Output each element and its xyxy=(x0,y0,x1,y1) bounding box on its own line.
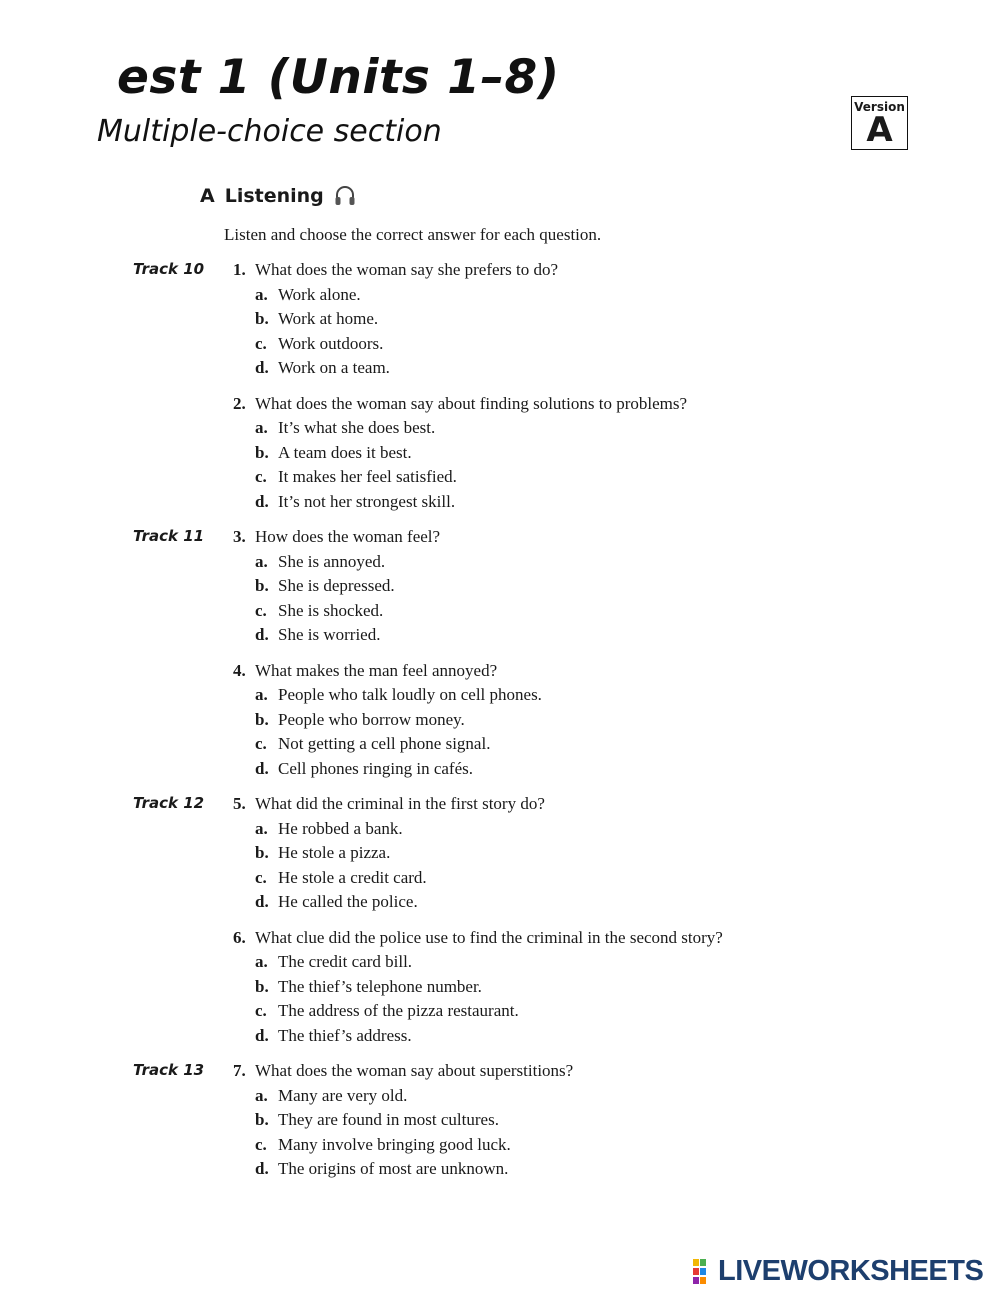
answer-option[interactable] xyxy=(0,574,1000,599)
answer-option[interactable] xyxy=(0,1024,1000,1049)
option-text: The thief’s telephone number. xyxy=(278,976,482,996)
option-text: The address of the pizza restaurant. xyxy=(278,1001,519,1020)
option-text: Many involve bringing good luck. xyxy=(278,1134,511,1154)
option-text: They are found in most cultures. xyxy=(278,1110,499,1129)
option-letter: c. xyxy=(255,333,267,353)
answer-option[interactable] xyxy=(0,1157,1000,1182)
option-text: It makes her feel satisfied. xyxy=(278,467,457,486)
option-letter: a. xyxy=(255,418,268,437)
answer-option[interactable] xyxy=(0,356,1000,381)
option-text: It’s not her strongest skill. xyxy=(278,491,456,511)
liveworksheets-logo xyxy=(693,1255,983,1288)
version-label: Version xyxy=(854,100,905,114)
headphones-icon xyxy=(333,184,357,208)
version-letter: A xyxy=(866,110,893,150)
question-number: 2. xyxy=(233,393,246,413)
question-line xyxy=(0,392,1000,417)
section-heading xyxy=(200,184,357,208)
question-list xyxy=(0,258,1000,1182)
answer-option[interactable] xyxy=(0,465,1000,490)
answer-option[interactable] xyxy=(0,490,1000,515)
answer-option[interactable] xyxy=(0,1108,1000,1133)
answer-option[interactable] xyxy=(0,623,1000,648)
question-text: What does the woman say about finding solutions to problems? xyxy=(255,393,688,413)
track-label: Track 10 xyxy=(133,260,205,278)
option-text: People who talk loudly on cell phones. xyxy=(278,685,542,704)
option-text: The origins of most are unknown. xyxy=(278,1159,509,1178)
option-text: Work alone. xyxy=(278,284,361,304)
option-letter: d. xyxy=(255,1159,269,1178)
answer-option[interactable] xyxy=(0,999,1000,1024)
question-text: What does the woman say she prefers to do? xyxy=(255,260,559,279)
question-item xyxy=(0,258,1000,381)
option-letter: c. xyxy=(255,600,267,620)
option-text: He robbed a bank. xyxy=(278,818,403,838)
page-subtitle: Multiple-choice section xyxy=(97,114,442,149)
question-item xyxy=(0,525,1000,648)
answer-option[interactable] xyxy=(0,1133,1000,1158)
question-text: What clue did the police use to find the criminal in the second story? xyxy=(255,927,723,947)
answer-option[interactable] xyxy=(0,757,1000,782)
option-letter: d. xyxy=(255,491,269,511)
question-item xyxy=(0,392,1000,515)
option-letter: b. xyxy=(255,442,269,462)
question-item xyxy=(0,792,1000,915)
question-line xyxy=(0,926,1000,951)
answer-option[interactable] xyxy=(0,732,1000,757)
track-label: Track 13 xyxy=(133,1061,205,1079)
option-letter: c. xyxy=(255,734,267,753)
option-letter: b. xyxy=(255,843,269,862)
option-letter: b. xyxy=(255,709,269,729)
page-title: est 1 (Units 1–8) xyxy=(117,50,560,105)
answer-option[interactable] xyxy=(0,1084,1000,1109)
option-text: The credit card bill. xyxy=(278,952,413,971)
option-text: People who borrow money. xyxy=(278,709,465,729)
option-text: Work at home. xyxy=(278,309,379,328)
answer-option[interactable] xyxy=(0,708,1000,733)
answer-option[interactable] xyxy=(0,599,1000,624)
option-letter: c. xyxy=(255,467,267,486)
option-text: Cell phones ringing in cafés. xyxy=(278,758,473,778)
option-text: Many are very old. xyxy=(278,1085,408,1105)
question-spacer xyxy=(0,648,1000,659)
question-item xyxy=(0,926,1000,1049)
version-badge xyxy=(851,96,908,150)
option-text: A team does it best. xyxy=(278,442,412,462)
option-text: She is annoyed. xyxy=(278,551,386,571)
question-number: 1. xyxy=(233,260,246,279)
option-text: He called the police. xyxy=(278,892,418,911)
option-letter: b. xyxy=(255,976,269,996)
liveworksheets-logo-icon xyxy=(693,1259,715,1285)
answer-option[interactable] xyxy=(0,550,1000,575)
option-text: Not getting a cell phone signal. xyxy=(278,734,491,753)
option-text: She is worried. xyxy=(278,625,381,644)
question-spacer xyxy=(0,381,1000,392)
question-number: 4. xyxy=(233,660,246,680)
answer-option[interactable] xyxy=(0,683,1000,708)
option-letter: a. xyxy=(255,284,268,304)
option-letter: a. xyxy=(255,551,268,571)
question-item xyxy=(0,1059,1000,1182)
question-number: 6. xyxy=(233,927,246,947)
question-spacer xyxy=(0,514,1000,525)
option-text: The thief’s address. xyxy=(278,1025,412,1045)
option-letter: a. xyxy=(255,1085,268,1105)
section-letter: A xyxy=(200,185,215,207)
option-text: It’s what she does best. xyxy=(278,418,436,437)
option-letter: b. xyxy=(255,576,269,595)
answer-option[interactable] xyxy=(0,307,1000,332)
answer-option[interactable] xyxy=(0,975,1000,1000)
answer-option[interactable] xyxy=(0,332,1000,357)
question-text: What did the criminal in the first story do? xyxy=(255,794,545,813)
question-text: What makes the man feel annoyed? xyxy=(255,660,498,680)
option-letter: a. xyxy=(255,818,268,838)
answer-option[interactable] xyxy=(0,841,1000,866)
option-letter: a. xyxy=(255,952,268,971)
option-letter: d. xyxy=(255,758,269,778)
option-letter: c. xyxy=(255,867,267,887)
option-letter: b. xyxy=(255,309,269,328)
question-text: How does the woman feel? xyxy=(255,527,441,546)
option-text: She is shocked. xyxy=(278,600,384,620)
answer-option[interactable] xyxy=(0,817,1000,842)
option-text: He stole a pizza. xyxy=(278,843,391,862)
instruction-text: Listen and choose the correct answer for each question. xyxy=(224,225,602,244)
question-text: What does the woman say about superstitions? xyxy=(255,1061,574,1080)
option-text: He stole a credit card. xyxy=(278,867,427,887)
option-letter: c. xyxy=(255,1134,267,1154)
question-item xyxy=(0,659,1000,782)
option-letter: d. xyxy=(255,892,269,911)
question-number: 3. xyxy=(233,527,246,546)
option-letter: a. xyxy=(255,685,268,704)
option-letter: c. xyxy=(255,1001,267,1020)
track-label: Track 12 xyxy=(133,794,205,812)
answer-option[interactable] xyxy=(0,890,1000,915)
question-number: 5. xyxy=(233,794,246,813)
track-label: Track 11 xyxy=(133,527,205,545)
question-spacer xyxy=(0,1048,1000,1059)
answer-option[interactable] xyxy=(0,441,1000,466)
option-text: Work on a team. xyxy=(278,358,390,377)
answer-option[interactable] xyxy=(0,950,1000,975)
answer-option[interactable] xyxy=(0,416,1000,441)
option-letter: b. xyxy=(255,1110,269,1129)
question-number: 7. xyxy=(233,1061,246,1080)
option-letter: d. xyxy=(255,625,269,644)
option-letter: d. xyxy=(255,1025,269,1045)
option-text: Work outdoors. xyxy=(278,333,384,353)
section-title: Listening xyxy=(224,185,324,207)
option-text: She is depressed. xyxy=(278,576,395,595)
question-line xyxy=(0,659,1000,684)
answer-option[interactable] xyxy=(0,283,1000,308)
option-letter: d. xyxy=(255,358,269,377)
question-spacer xyxy=(0,781,1000,792)
question-spacer xyxy=(0,915,1000,926)
logo-text: LIVEWORKSHEETS xyxy=(718,1255,984,1287)
answer-option[interactable] xyxy=(0,866,1000,891)
